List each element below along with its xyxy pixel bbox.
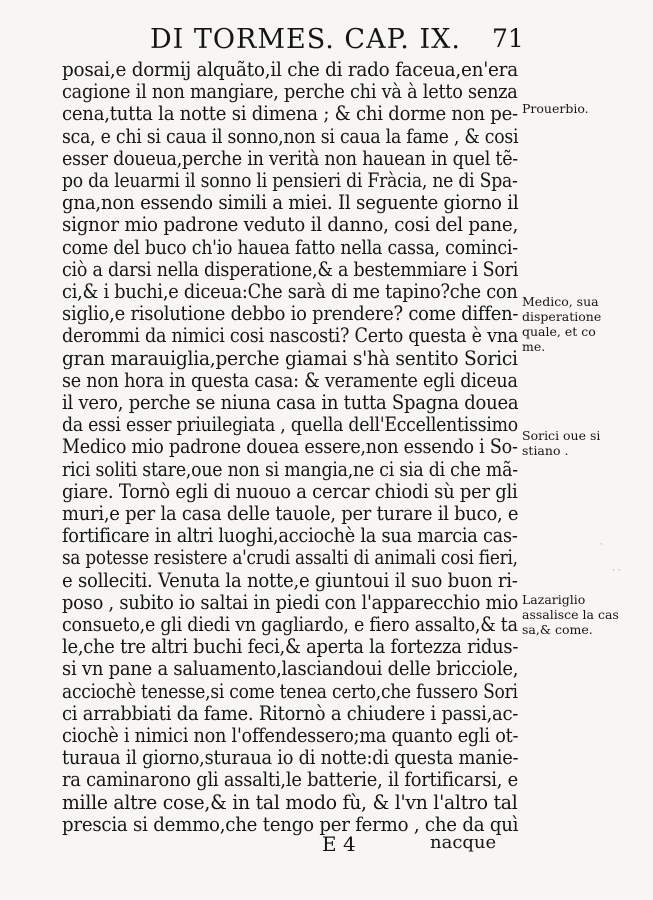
body-line: rici soliti stare,oue non si mangia,ne ci sia di che mã- (62, 457, 518, 481)
body-line: cena,tutta la notte si dimena ; & chi dorme non pe- (62, 102, 518, 126)
margin-note-medico (522, 294, 650, 354)
margin-note-line: Medico, sua (522, 294, 599, 309)
margin-note-line: sa,& come. (522, 622, 593, 637)
body-line: da essi esser priuilegiata , quella dell'Eccellentissimo (62, 413, 518, 437)
body-line: posai,e dormij alquãto,il che di rado faceua,en'era (62, 58, 518, 81)
margin-note-prouerbio (522, 101, 650, 116)
body-line: le,che tre altri buchi feci,& aperta la fortezza ridus- (62, 635, 519, 659)
body-line: ci arrabbiati da fame. Ritornò a chiudere i passi,ac- (62, 701, 519, 725)
margin-note-line: me. (522, 339, 546, 354)
running-title: DI TORMES. CAP. IX. (150, 24, 461, 55)
body-line: consueto,e gli diedi vn gagliardo, e fiero assalto,& ta (62, 613, 518, 636)
body-line: muri,e per la casa delle tauole, per turare il buco, e (62, 502, 519, 525)
body-line: fortificare in altri luoghi,acciochè la sua marcia cas- (62, 524, 518, 548)
body-line: poso , subito io saltai in piedi con l'apparecchio mio (62, 590, 519, 614)
body-line: turaua il giorno,sturaua io di notte:di questa manie- (62, 746, 519, 770)
body-line: ci,& i buchi,e diceua:Che sarà di me tapino?che con (62, 280, 518, 303)
margin-note-line: assalisce la cas (522, 607, 619, 622)
body-line: derommi da nimici cosi nascosti? Certo questa è vna (62, 324, 519, 348)
margin-note-line: Sorici oue si (522, 428, 601, 443)
body-line: gna,non essendo simili a miei. Il seguente giorno il (62, 191, 519, 215)
body-line: gran marauiglia,perche giamai s'hà sentito Sorici (62, 346, 518, 370)
margin-note-line: Lazariglio (522, 592, 586, 607)
body-line: giare. Tornò egli di nuouo a cercar chiodi sù per gli (62, 479, 518, 503)
body-line: po da leuarmi il sonno li pensieri di Fràcia, ne di Spa- (62, 169, 518, 192)
body-line: prescia si demmo,che tengo per fermo , che da quì (62, 812, 519, 836)
body-line: signor mio padrone veduto il danno, cosi del pane, (62, 213, 519, 237)
paper-speckle: · (600, 540, 603, 550)
body-line: acciochè tenesse,si come tenea certo,che fussero Sori (62, 679, 518, 703)
margin-note-lazariglio (522, 592, 650, 637)
margin-note-line: Prouerbio. (522, 101, 589, 116)
body-line: cagione il non mangiare, perche chi và à letto senza (62, 80, 518, 104)
body-line: si vn pane a saluamento,lasciandoui delle bricciole, (62, 657, 519, 681)
page-number: 71 (492, 24, 524, 53)
body-line: sa potesse resistere a'crudi assalti di animali cosi fieri, (62, 546, 518, 570)
signature-mark: E 4 (322, 832, 356, 856)
body-line: ra caminarono gli assalti,le batterie, il fortificarsi, e (62, 768, 518, 792)
body-line: se non hora in questa casa: & veramente egli diceua (62, 368, 518, 392)
body-line: ciò a darsi nella disperatione,& a bestemmiare i Sori (62, 257, 519, 281)
margin-note-line: disperatione (522, 309, 602, 324)
body-line: e solleciti. Venuta la notte,e giuntoui il suo buon ri- (62, 568, 518, 592)
body-line: ciochè i nimici non l'offendessero;ma quanto egli ot- (62, 724, 519, 747)
body-line: mille altre cose,& in tal modo fù, & l'vn l'altro tal (62, 790, 518, 814)
paper-speckle: · · (612, 566, 621, 576)
body-line: esser doueua,perche in verità non hauean in quel tẽ- (62, 146, 518, 170)
body-line: Medico mio padrone douea essere,non essendo i So- (62, 435, 518, 459)
margin-note-line: stiano . (522, 443, 569, 458)
body-line: come del buco ch'io hauea fatto nella cassa, cominci- (62, 235, 518, 259)
body-line: siglio,e risolutione debbo io prendere? come diffen- (62, 302, 519, 326)
catchword: nacque (430, 832, 497, 853)
body-line: il vero, perche se niuna casa in tutta Spagna doueа (62, 391, 519, 414)
body-line: sca, e chi si caua il sonno,non si caua la fame , & cosi (62, 124, 519, 148)
margin-note-line: quale, et co (522, 324, 596, 339)
margin-note-sorici (522, 428, 650, 458)
